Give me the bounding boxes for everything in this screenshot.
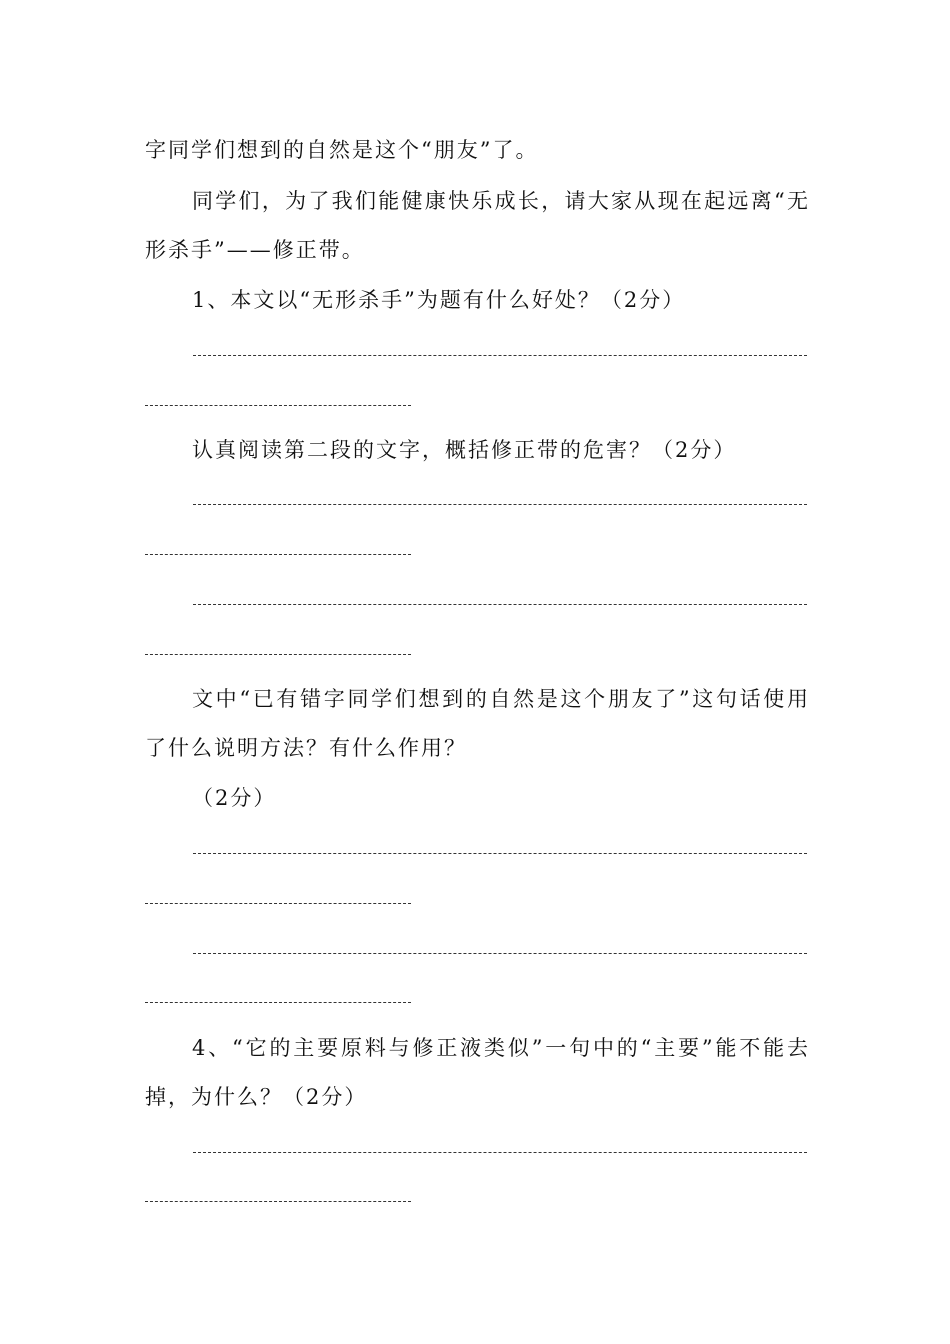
answer-line[interactable]: [193, 1152, 807, 1153]
answer-line[interactable]: [193, 504, 807, 505]
question-4-line-1: 4、“它的主要原料与修正液类似”一句中的“主要”能不能去: [192, 1036, 810, 1060]
answer-line[interactable]: [145, 1201, 411, 1202]
answer-line[interactable]: [193, 853, 807, 854]
conclusion-line-2: 形杀手”——修正带。: [145, 238, 365, 262]
question-1: 1、本文以“无形杀手”为题有什么好处？（2分）: [192, 288, 686, 312]
question-3-points: （2分）: [192, 786, 277, 810]
answer-line[interactable]: [193, 355, 807, 356]
answer-line[interactable]: [193, 604, 807, 605]
answer-line[interactable]: [145, 405, 411, 406]
answer-line[interactable]: [145, 903, 411, 904]
answer-line[interactable]: [193, 953, 807, 954]
question-3-line-2: 了什么说明方法？有什么作用？: [145, 736, 467, 760]
answer-line[interactable]: [145, 554, 411, 555]
paragraph-end: 字同学们想到的自然是这个“朋友”了。: [145, 138, 539, 162]
question-2: 认真阅读第二段的文字，概括修正带的危害？（2分）: [192, 438, 737, 462]
conclusion-line-1: 同学们，为了我们能健康快乐成长，请大家从现在起远离“无: [192, 189, 810, 213]
question-4-line-2: 掉，为什么？（2分）: [145, 1085, 368, 1109]
question-3-line-1: 文中“已有错字同学们想到的自然是这个朋友了”这句话使用: [192, 687, 810, 711]
answer-line[interactable]: [145, 654, 411, 655]
answer-line[interactable]: [145, 1002, 411, 1003]
